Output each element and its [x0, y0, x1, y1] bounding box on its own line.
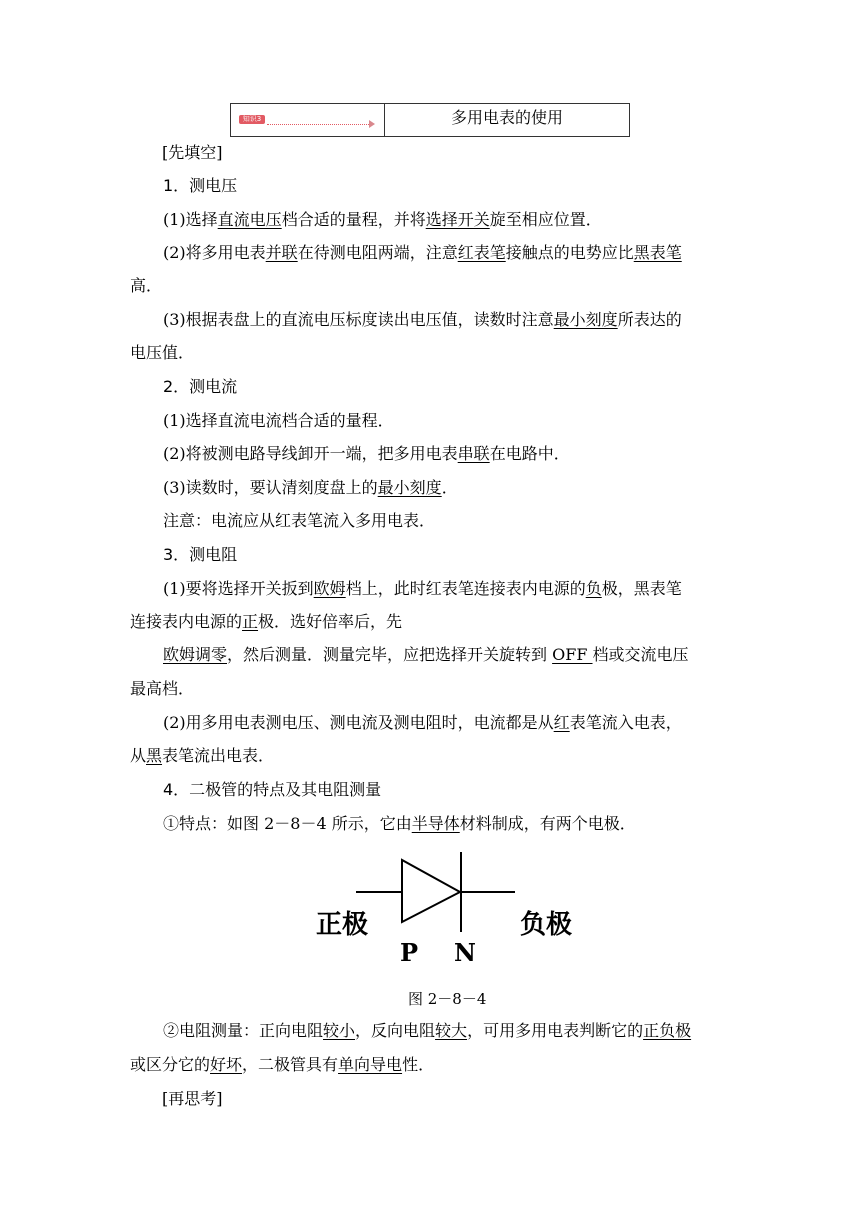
- figure-caption: 图 2－8－4: [408, 990, 487, 1008]
- label-p: P: [400, 938, 419, 967]
- para-voltage-2-cont: 高．: [130, 276, 163, 295]
- para-current-2: (2)将被测电路导线卸开一端，把多用电表串联在电路中．: [163, 444, 570, 463]
- para-current-1: (1)选择直流电流档合适的量程．: [163, 411, 394, 430]
- header-title: 多用电表的使用: [450, 108, 563, 127]
- para-voltage-3: (3)根据表盘上的直流电压标度读出电压值，读数时注意最小刻度所表达的: [163, 310, 682, 329]
- arrow-icon: [369, 120, 375, 128]
- diode-diagram: [310, 848, 590, 968]
- para-diode-2: ②电阻测量：正向电阻较小，反向电阻较大，可用多用电表判断它的正负极: [163, 1021, 692, 1040]
- heading-diode: 4．二极管的特点及其电阻测量: [163, 780, 382, 799]
- para-resistance-1b-cont: 最高档．: [130, 679, 195, 698]
- para-resistance-1-cont: 连接表内电源的正极．选好倍率后，先: [130, 612, 403, 631]
- heading-resistance: 3．测电阻: [163, 545, 238, 564]
- para-diode-1: ①特点：如图 2－8－4 所示，它由半导体材料制成，有两个电极．: [163, 814, 636, 833]
- para-resistance-1b: 欧姆调零，然后测量．测量完毕，应把选择开关旋转到 OFF 档或交流电压: [163, 645, 689, 664]
- label-prefill: [先填空]: [162, 143, 223, 162]
- para-current-3: (3)读数时，要认清刻度盘上的最小刻度．: [163, 478, 458, 497]
- knowledge-badge: 知识3: [239, 115, 265, 124]
- para-resistance-2-cont: 从黑表笔流出电表．: [130, 746, 275, 765]
- para-voltage-1: (1)选择直流电压档合适的量程，并将选择开关旋至相应位置．: [163, 210, 602, 229]
- label-anode: 正极: [316, 910, 369, 940]
- heading-voltage: 1．测电压: [163, 176, 238, 195]
- arrow-line: [267, 124, 371, 125]
- note-current: 注意：电流应从红表笔流入多用电表．: [163, 511, 436, 530]
- para-voltage-2: (2)将多用电表并联在待测电阻两端，注意红表笔接触点的电势应比黑表笔: [163, 243, 682, 262]
- header-badge-cell: [231, 104, 385, 136]
- section-header: [230, 103, 630, 137]
- para-resistance-2: (2)用多用电表测电压、测电流及测电阻时，电流都是从红表笔流入电表，: [163, 713, 682, 732]
- label-rethink: [再思考]: [162, 1089, 223, 1108]
- para-diode-2-cont: 或区分它的好坏，二极管具有单向导电性．: [130, 1055, 435, 1074]
- para-voltage-3-cont: 电压值．: [130, 343, 195, 362]
- para-resistance-1: (1)要将选择开关扳到欧姆档上，此时红表笔连接表内电源的负极，黑表笔: [163, 579, 682, 598]
- label-cathode: 负极: [520, 910, 573, 940]
- heading-current: 2．测电流: [163, 377, 238, 396]
- label-n: N: [454, 938, 476, 967]
